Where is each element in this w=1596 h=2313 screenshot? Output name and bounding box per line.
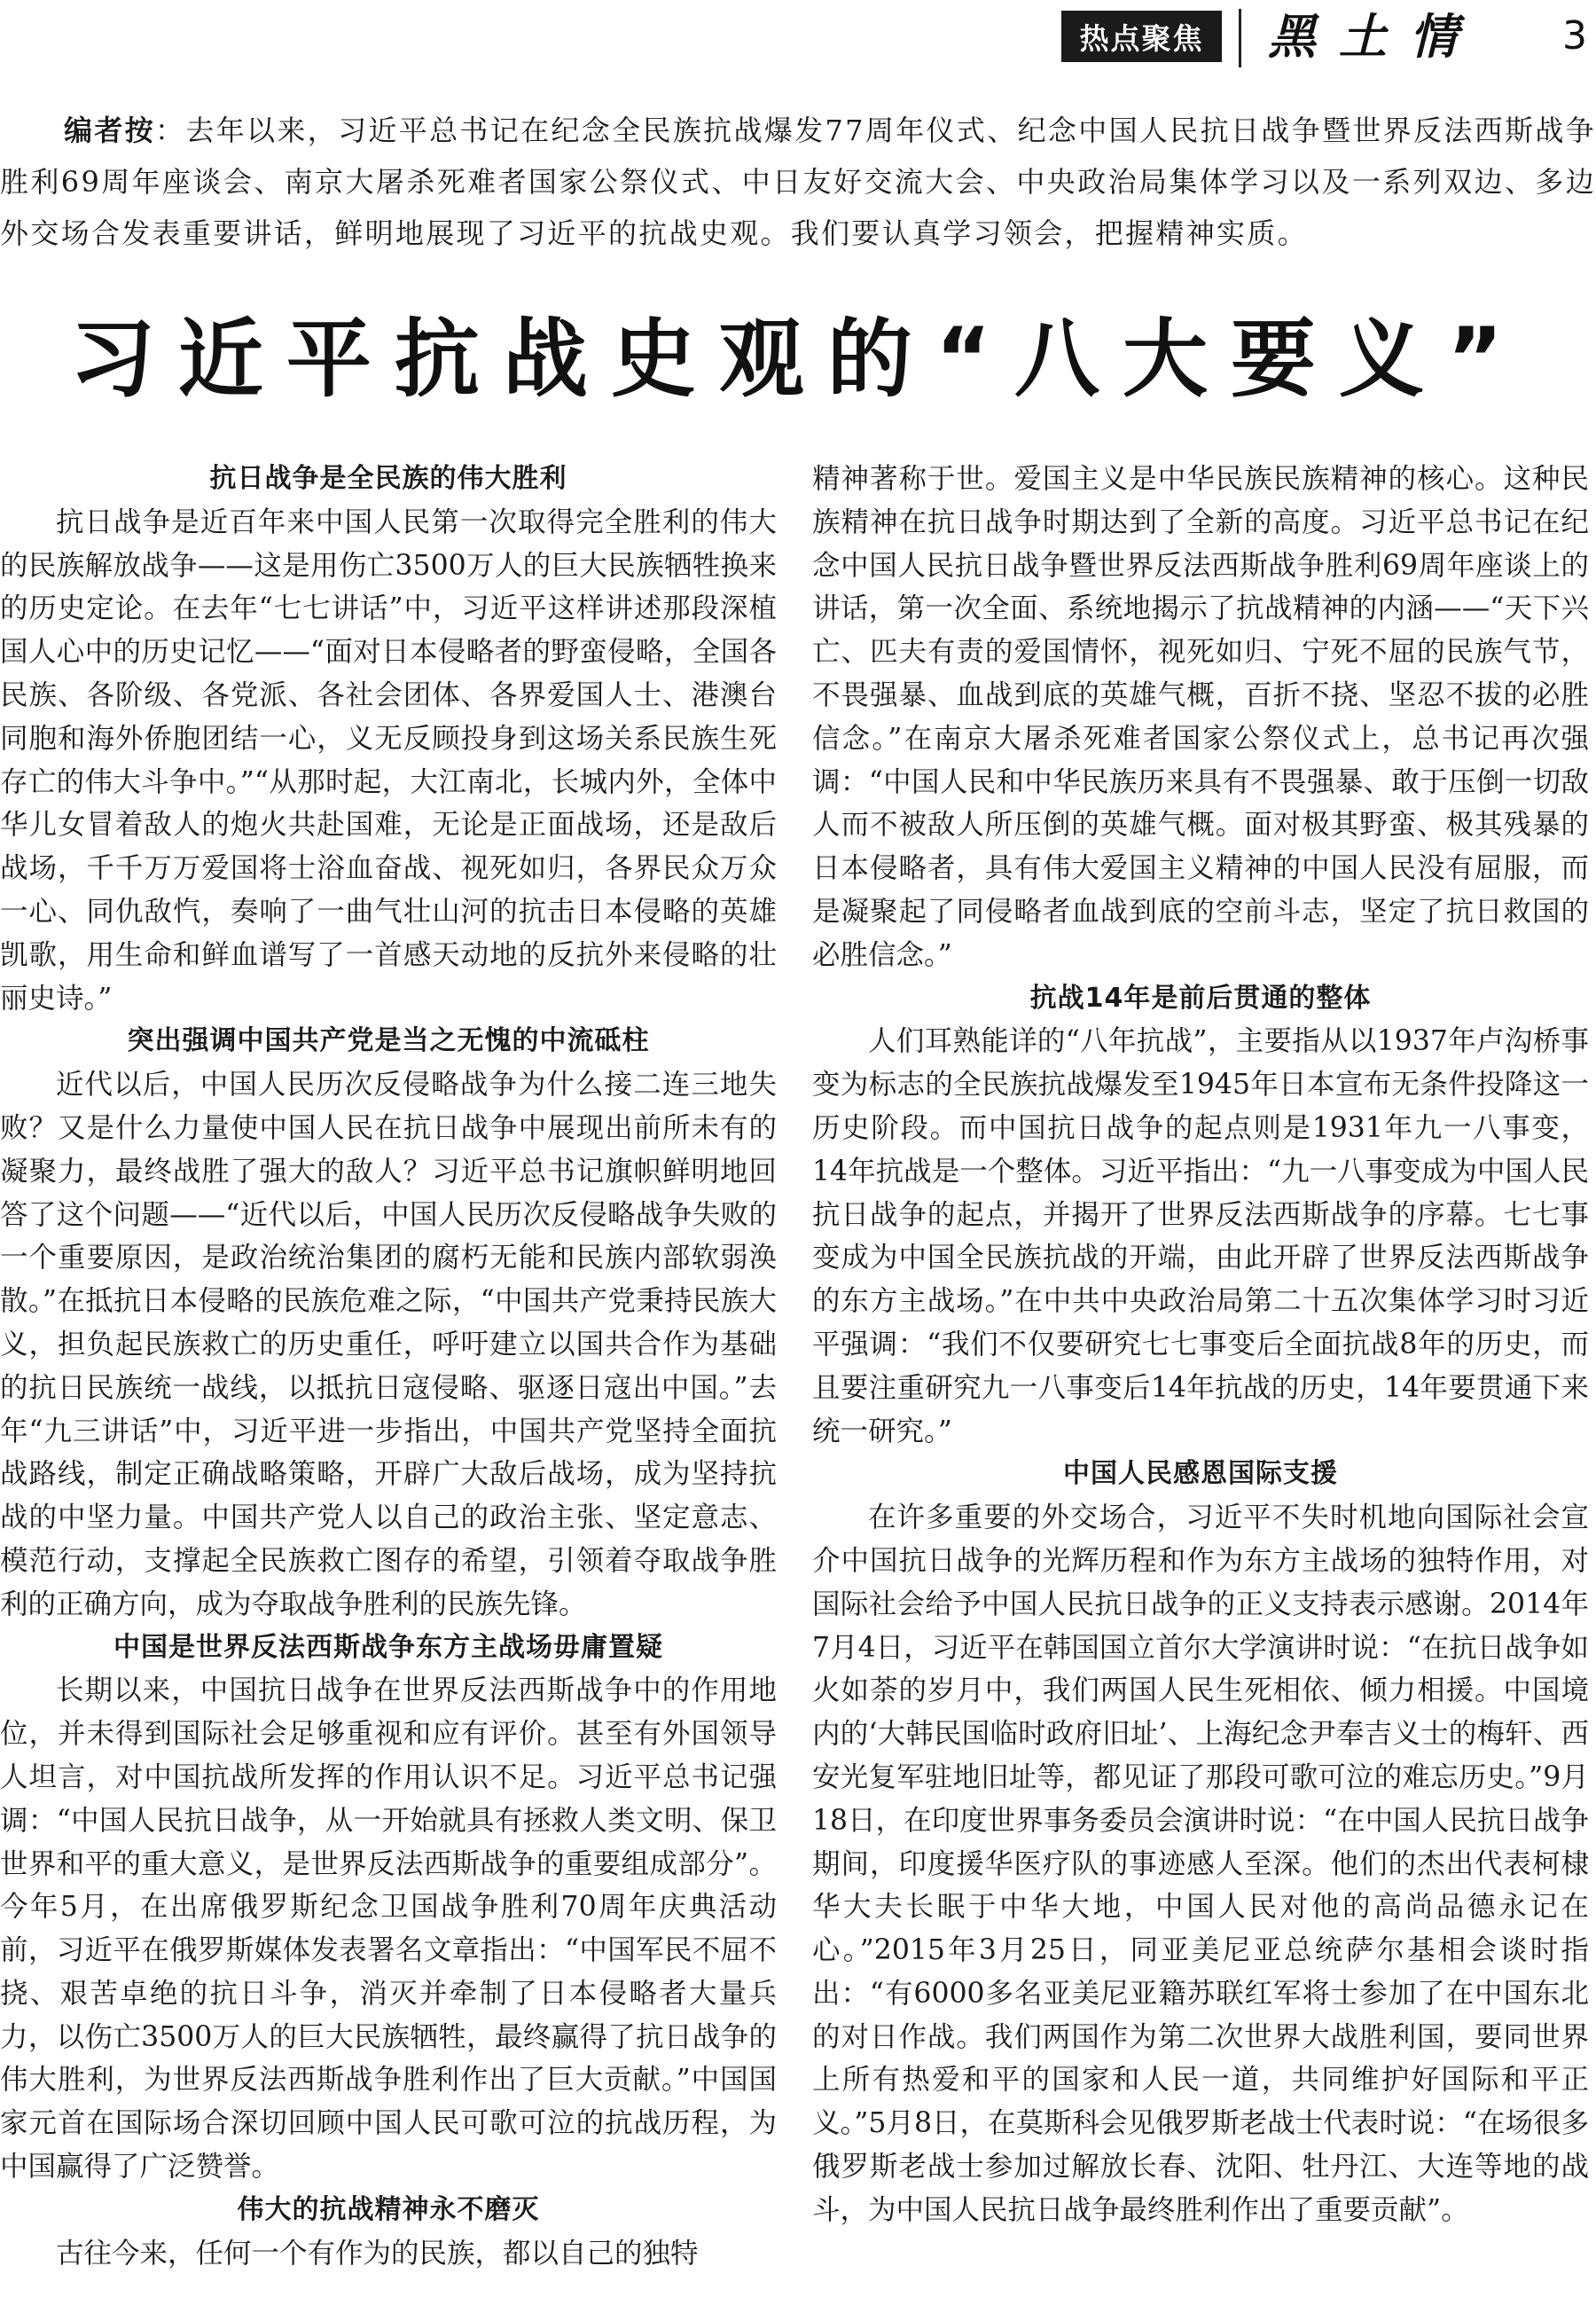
article-headline: 习近平抗战史观的“八大要义” — [69, 310, 1527, 409]
paragraph: 近代以后，中国人民历次反侵略战争为什么接二连三地失败？又是什么力量使中国人民在抗日战争中展现出前所未有的凝聚力，最终战胜了强大的敌人？习近平总书记旗帜鲜明地回答了这个问题——“近代以后，中国人民历次反侵略战争失败的一个重要原因，是政治统治集团的腐朽无能和民族内部软弱涣散。”在抵抗日本侵略的民族危难之际，“中国共产党秉持民族大义，担负起民族救亡的历史重任，呼吁建立以国共合作为基础的抗日民族统一战线，以抵抗日寇侵略、驱逐日寇出中国。”去年“九三讲话”中，习近平进一步指出，中国共产党坚持全面抗战路线，制定正确战略策略，开辟广大敌后战场，成为坚持抗战的中坚力量。中国共产党人以自己的政治主张、坚定意志、模范行动，支撑起全民族救亡图存的希望，引领着夺取战争胜利的正确方向，成为夺取战争胜利的民族先锋。 — [0, 1069, 777, 1620]
left-column — [0, 458, 777, 2313]
page-number: 3 — [1562, 13, 1587, 59]
editor-note — [0, 105, 1596, 259]
masthead — [0, 0, 1596, 76]
paragraph: 人们耳熟能详的“八年抗战”，主要指从以1937年卢沟桥事变为标志的全民族抗战爆发至1945年日本宣布无条件投降这一历史阶段。而中国抗日战争的起点则是1931年九一八事变，14年抗战是一个整体。习近平指出：“九一八事变成为中国人民抗日战争的起点，并揭开了世界反法西斯战争的序幕。七七事变成为中国全民族抗战的开端，由此开辟了世界反法西斯战争的东方主战场。”在中共中央政治局第二十五次集体学习时习近平强调：“我们不仅要研究七七事变后全面抗战8年的历史，而且要注重研究九一八事变后14年抗战的历史，14年要贯通下来统一研究。” — [812, 1025, 1589, 1447]
paragraph: 抗日战争是近百年来中国人民第一次取得完全胜利的伟大的民族解放战争——这是用伤亡3500万人的巨大民族牺牲换来的历史定论。在去年“七七讲话”中，习近平这样讲述那段深植国人心中的历史记忆——“面对日本侵略者的野蛮侵略，全国各民族、各阶级、各党派、各社会团体、各界爱国人士、港澳台同胞和海外侨胞团结一心，义无反顾投身到这场关系民族生死存亡的伟大斗争中。”“从那时起，大江南北，长城内外，全体中华儿女冒着敌人的炮火共赴国难，无论是正面战场，还是敌后战场，千千万万爱国将士浴血奋战、视死如归，各界民众万众一心、同仇敌忾，奏响了一曲气壮山河的抗击日本侵略的英雄凯歌，用生命和鲜血谱写了一首感天动地的反抗外来侵略的壮丽史诗。” — [0, 506, 777, 1015]
editor-note-text: ：去年以来，习近平总书记在纪念全民族抗战爆发77周年仪式、纪念中国人民抗日战争暨世界反法西斯战争胜利69周年座谈会、南京大屠杀死难者国家公祭仪式、中日友好交流大会、中央政治局集体学习以及一系列双边、多边外交场合发表重要讲话，鲜明地展现了习近平的抗战史观。我们要认真学习领会，把握精神实质。 — [0, 114, 1596, 250]
section-heading: 抗战14年是前后贯通的整体 — [1029, 982, 1372, 1014]
paragraph: 长期以来，中国抗日战争在世界反法西斯战争中的作用地位，并未得到国际社会足够重视和应有评价。甚至有外国领导人坦言，对中国抗战所发挥的作用认识不足。习近平总书记强调：“中国人民抗日战争，从一开始就具有拯救人类文明、保卫世界和平的重大意义，是世界反法西斯战争的重要组成部分”。今年5月，在出席俄罗斯纪念卫国战争胜利70周年庆典活动前，习近平在俄罗斯媒体发表署名文章指出：“中国军民不屈不挠、艰苦卓绝的抗日斗争，消灭并牵制了日本侵略者大量兵力，以伤亡3500万人的巨大民族牺牲，最终赢得了抗日战争的伟大胜利，为世界反法西斯战争胜利作出了巨大贡献。”中国国家元首在国际场合深切回顾中国人民可歌可泣的抗战历程，为中国赢得了广泛赞誉。 — [0, 1674, 777, 2184]
section-heading: 伟大的抗战精神永不磨灭 — [237, 2193, 540, 2225]
paragraph: 古往今来，任何一个有作为的民族，都以自己的独特 — [56, 2237, 699, 2270]
section-heading: 中国人民感恩国际支援 — [1063, 1458, 1338, 1490]
section-badge: 热点聚焦 — [1061, 11, 1222, 62]
section-heading: 中国是世界反法西斯战争东方主战场毋庸置疑 — [113, 1631, 663, 1663]
section-heading: 抗日战争是全民族的伟大胜利 — [209, 463, 567, 494]
publication-name: 黑土情 — [1268, 8, 1481, 65]
editor-note-label: 编者按 — [64, 114, 156, 147]
paragraph: 在许多重要的外交场合，习近平不失时机地向国际社会宣介中国抗日战争的光辉历程和作为东方主战场的独特作用，对国际社会给予中国人民抗日战争的正义支持表示感谢。2014年7月4日，习近平在韩国国立首尔大学演讲时说：“在抗日战争如火如荼的岁月中，我们两国人民生死相依、倾力相援。中国境内的‘大韩民国临时政府旧址’、上海纪念尹奉吉义士的梅轩、西安光复军驻地旧址等，都见证了那段可歌可泣的难忘历史。”9月18日，在印度世界事务委员会演讲时说：“在中国人民抗日战争期间，印度援华医疗队的事迹感人至深。他们的杰出代表柯棣华大夫长眠于中华大地，中国人民对他的高尚品德永记在心。”2015年3月25日，同亚美尼亚总统萨尔基相会谈时指出：“有6000多名亚美尼亚籍苏联红军将士参加了在中国东北的对日作战。我们两国作为第二次世界大战胜利国，要同世界上所有热爱和平的国家和人民一道，共同维护好国际和平正义。”5月8日，在莫斯科会见俄罗斯老战士代表时说：“在场很多俄罗斯老战士参加过解放长春、沈阳、牡丹江、大连等地的战斗，为中国人民抗日战争最终胜利作出了重要贡献”。 — [812, 1501, 1589, 2226]
paragraph-continued: 精神著称于世。爱国主义是中华民族民族精神的核心。这种民族精神在抗日战争时期达到了全新的高度。习近平总书记在纪念中国人民抗日战争暨世界反法西斯战争胜利69周年座谈上的讲话，第一次全面、系统地揭示了抗战精神的内涵——“天下兴亡、匹夫有责的爱国情怀，视死如归、宁死不屈的民族气节，不畏强暴、血战到底的英雄气概，百折不挠、坚忍不拔的必胜信念。”在南京大屠杀死难者国家公祭仪式上，总书记再次强调：“中国人民和中华民族历来具有不畏强暴、敢于压倒一切敌人而不被敌人所压倒的英雄气概。面对极其野蛮、极其残暴的日本侵略者，具有伟大爱国主义精神的中国人民没有屈服，而是凝聚起了同侵略者血战到底的空前斗志，坚定了抗日救国的必胜信念。” — [812, 463, 1589, 971]
masthead-divider — [1239, 9, 1241, 67]
right-column — [812, 458, 1589, 2313]
section-heading: 突出强调中国共产党是当之无愧的中流砥柱 — [127, 1025, 650, 1057]
